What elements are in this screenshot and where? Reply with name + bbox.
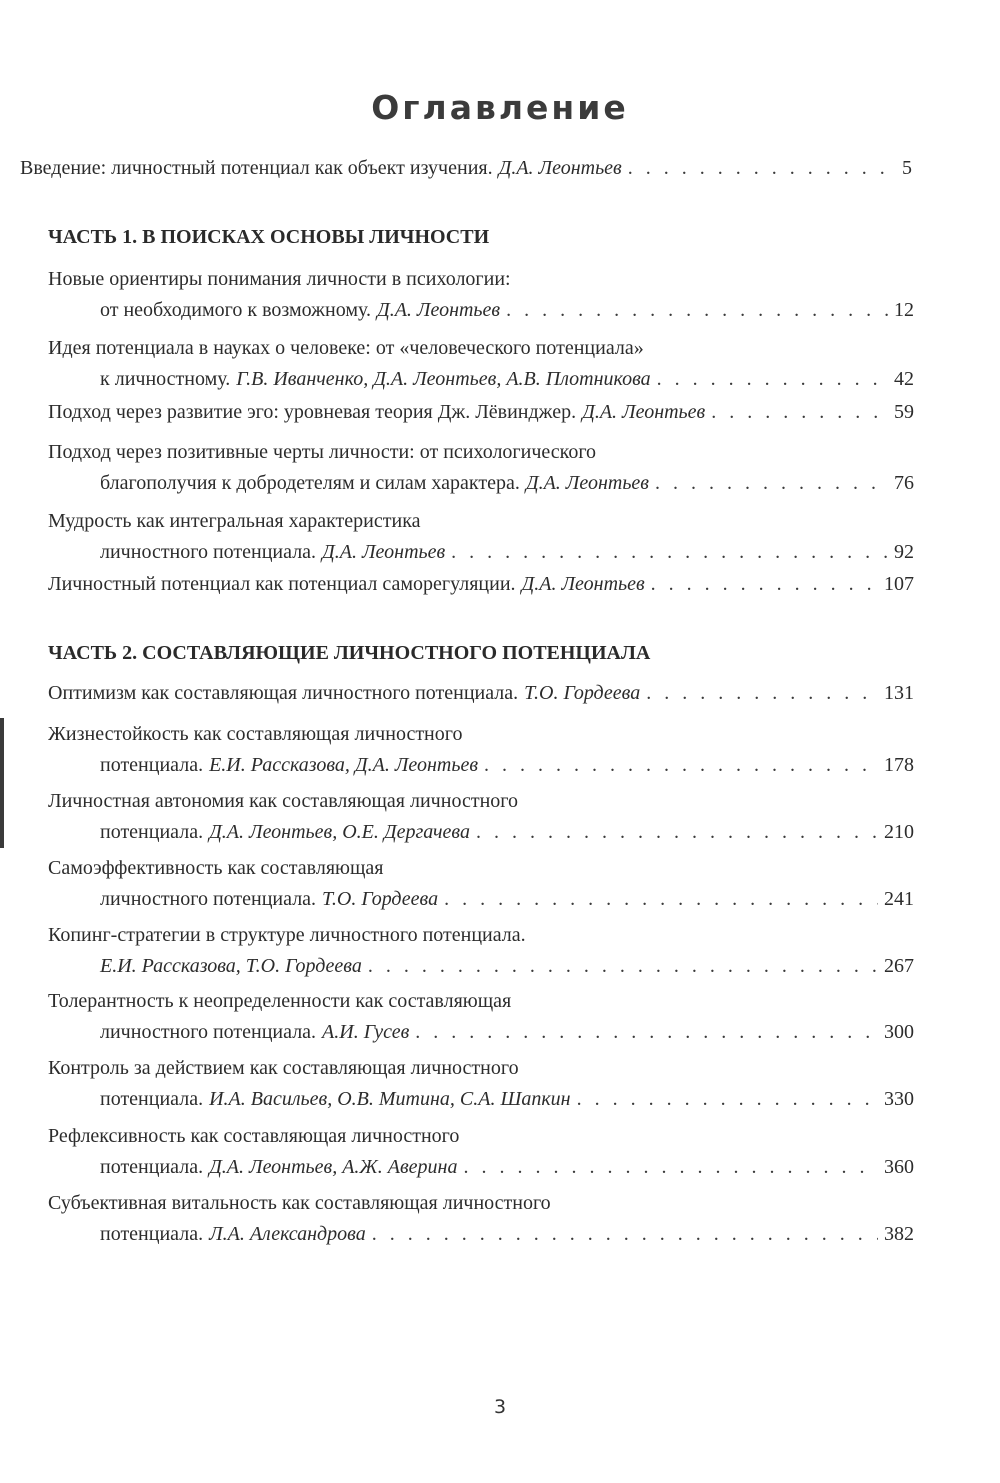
entry-title-line1: Контроль за действием как составляющая личностного [48, 1057, 519, 1079]
toc-entry[interactable] [48, 397, 914, 428]
entry-authors: Г.В. Иванченко, Д.А. Леонтьев, А.В. Плотникова [236, 368, 651, 390]
leader-dots [476, 817, 878, 848]
entry-title: благополучия к добродетелям и силам характера. [100, 472, 520, 494]
leader-dots [372, 1219, 878, 1250]
entry-page: 178 [884, 754, 914, 776]
leader-dots [506, 295, 888, 326]
toc-entry-intro[interactable] [20, 153, 912, 184]
entry-page: 59 [894, 401, 914, 423]
toc-entry[interactable] [48, 333, 914, 395]
entry-title: потенциала. [100, 821, 204, 843]
entry-page: 12 [894, 299, 914, 321]
page-edge-shadow [0, 718, 4, 848]
entry-title-line1: Субъективная витальность как составляющая личностного [48, 1192, 551, 1214]
entry-authors: Т.О. Гордеева [322, 888, 439, 910]
entry-title: личностного потенциала. [100, 541, 317, 563]
part-2-heading: ЧАСТЬ 2. СОСТАВЛЯЮЩИЕ ЛИЧНОСТНОГО ПОТЕНЦИАЛА [48, 642, 651, 664]
toc-entry[interactable] [48, 437, 914, 499]
entry-page: 42 [894, 368, 914, 390]
leader-dots [651, 569, 878, 600]
leader-dots [415, 1017, 878, 1048]
leader-dots [655, 468, 888, 499]
page-number: 3 [493, 1396, 507, 1418]
entry-authors: Д.А. Леонтьев [582, 401, 706, 423]
entry-page: 360 [884, 1156, 914, 1178]
entry-title: потенциала. [100, 1088, 204, 1110]
entry-title-line1: Идея потенциала в науках о человеке: от «человеческого потенциала» [48, 337, 644, 359]
leader-dots [484, 750, 878, 781]
part-1-heading: ЧАСТЬ 1. В ПОИСКАХ ОСНОВЫ ЛИЧНОСТИ [48, 226, 490, 248]
entry-title: потенциала. [100, 1223, 204, 1245]
entry-authors: Д.А. Леонтьев [498, 157, 622, 179]
leader-dots [711, 397, 888, 428]
entry-title-line1: Подход через позитивные черты личности: от психологического [48, 441, 597, 463]
entry-title: Оптимизм как составляющая личностного потенциала. [48, 682, 519, 704]
entry-title: потенциала. [100, 754, 204, 776]
entry-authors: Л.А. Александрова [209, 1223, 366, 1245]
toc-entry[interactable] [48, 678, 914, 709]
toc-entry[interactable] [48, 264, 914, 326]
leader-dots [463, 1152, 878, 1183]
toc-entry[interactable] [48, 1121, 914, 1183]
toc-entry[interactable] [48, 1053, 914, 1115]
leader-dots [368, 951, 878, 982]
page-title: Оглавление [371, 88, 629, 127]
entry-page: 300 [884, 1021, 914, 1043]
entry-authors: Д.А. Леонтьев, О.Е. Дергачева [209, 821, 470, 843]
entry-page: 107 [884, 573, 914, 595]
entry-authors: Е.И. Рассказова, Д.А. Леонтьев [209, 754, 479, 776]
entry-title: к личностному. [100, 368, 231, 390]
leader-dots [444, 884, 878, 915]
entry-title-line1: Копинг-стратегии в структуре личностного потенциала. [48, 924, 526, 946]
entry-authors: Е.И. Рассказова, Т.О. Гордеева [100, 955, 362, 977]
toc-entry[interactable] [48, 1188, 914, 1250]
leader-dots [657, 364, 888, 395]
leader-dots [646, 678, 878, 709]
entry-authors: Д.А. Леонтьев [521, 573, 645, 595]
leader-dots [628, 153, 896, 184]
entry-authors: Т.О. Гордеева [524, 682, 641, 704]
entry-title-line1: Самоэффективность как составляющая [48, 857, 384, 879]
entry-title-line1: Жизнестойкость как составляющая личностного [48, 723, 463, 745]
entry-authors: Д.А. Леонтьев [322, 541, 446, 563]
entry-title-line1: Новые ориентиры понимания личности в психологии: [48, 268, 511, 290]
entry-page: 76 [894, 472, 914, 494]
entry-title-line1: Мудрость как интегральная характеристика [48, 510, 421, 532]
entry-authors: А.И. Гусев [322, 1021, 410, 1043]
toc-entry[interactable] [48, 569, 914, 600]
entry-title: личностного потенциала. [100, 1021, 317, 1043]
entry-title-line1: Личностная автономия как составляющая личностного [48, 790, 518, 812]
toc-entry[interactable] [48, 786, 914, 848]
toc-entry[interactable] [48, 853, 914, 915]
entry-title: потенциала. [100, 1156, 204, 1178]
entry-authors: И.А. Васильев, О.В. Митина, С.А. Шапкин [209, 1088, 571, 1110]
entry-title-line1: Толерантность к неопределенности как составляющая [48, 990, 512, 1012]
entry-title: личностного потенциала. [100, 888, 317, 910]
entry-authors: Д.А. Леонтьев [376, 299, 501, 321]
entry-title: от необходимого к возможному. [100, 299, 371, 321]
toc-entry[interactable] [48, 506, 914, 568]
entry-page: 241 [884, 888, 914, 910]
leader-dots [451, 537, 888, 568]
toc-entry[interactable] [48, 719, 914, 781]
entry-authors: Д.А. Леонтьев, А.Ж. Аверина [209, 1156, 458, 1178]
entry-page: 382 [884, 1223, 914, 1245]
entry-page: 131 [884, 682, 914, 704]
toc-entry[interactable] [48, 920, 914, 982]
entry-title: Подход через развитие эго: уровневая теория Дж. Лёвинджер. [48, 401, 577, 423]
leader-dots [577, 1084, 878, 1115]
entry-page: 5 [902, 157, 912, 179]
entry-page: 92 [894, 541, 914, 563]
entry-page: 267 [884, 955, 914, 977]
entry-page: 210 [884, 821, 914, 843]
entry-page: 330 [884, 1088, 914, 1110]
entry-title-line1: Рефлексивность как составляющая личностного [48, 1125, 460, 1147]
entry-authors: Д.А. Леонтьев [525, 472, 649, 494]
entry-title: Введение: личностный потенциал как объект изучения. [20, 157, 493, 179]
entry-title: Личностный потенциал как потенциал саморегуляции. [48, 573, 516, 595]
toc-entry[interactable] [48, 986, 914, 1048]
